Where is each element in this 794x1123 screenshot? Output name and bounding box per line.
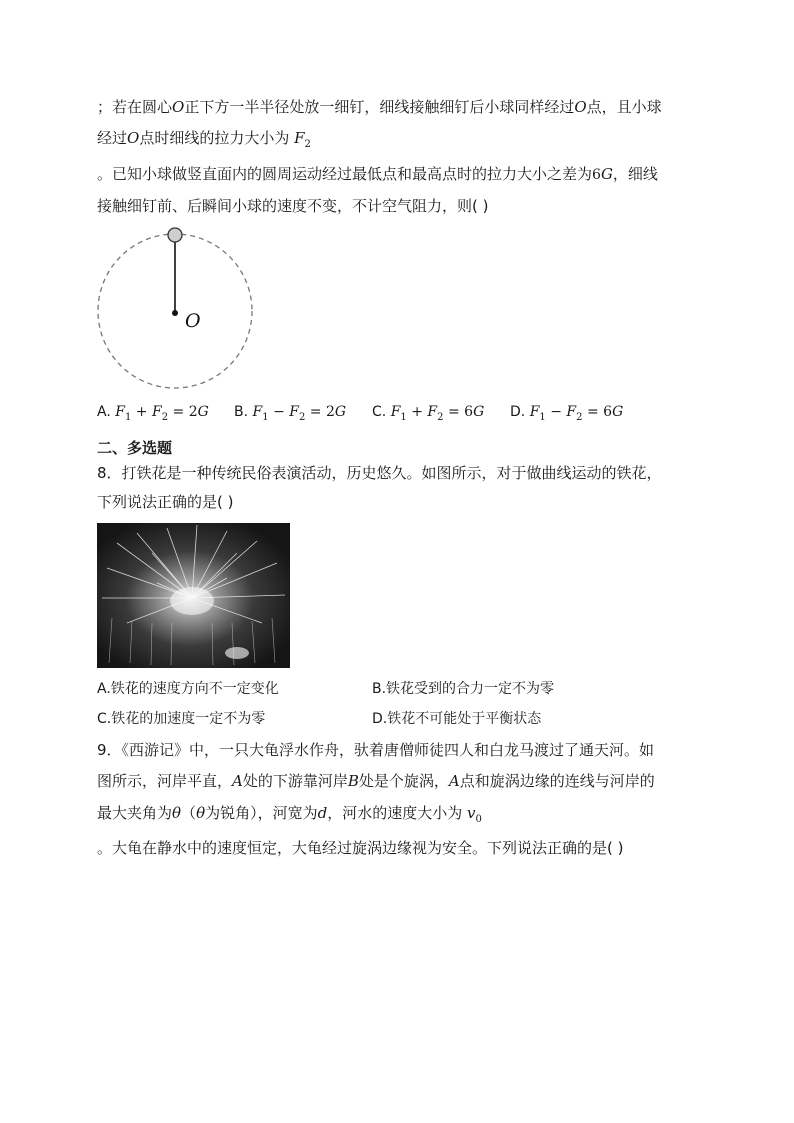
symbol-G: G <box>600 165 613 183</box>
option-b[interactable] <box>234 402 346 428</box>
center-point <box>172 310 178 316</box>
text-segment: 经过 <box>97 129 128 147</box>
q8-option-a[interactable]: A.铁花的速度方向不一定变化 <box>97 681 279 697</box>
text-segment: 。已知小球做竖直面内的圆周运动经过最低点和最高点时的拉力大小之差为 <box>97 165 593 183</box>
q7-text-line-3 <box>97 164 658 185</box>
q8-option-d[interactable]: D.铁花不可能处于平衡状态 <box>372 711 542 727</box>
section-heading: 二、多选题 <box>97 439 173 457</box>
symbol-O: O <box>574 98 587 116</box>
spark-burst-graphic <box>97 523 290 668</box>
symbol-O: O <box>172 98 185 116</box>
q9-text-line-1: 9．《西游记》中，一只大龟浮水作舟，驮着唐僧师徒四人和白龙马渡过了通天河。如 <box>97 741 655 759</box>
q8-option-c[interactable]: C.铁花的加速度一定不为零 <box>97 711 266 727</box>
q9-text-line-4: 。大龟在静水中的速度恒定，大龟经过旋涡边缘视为安全。下列说法正确的是( ) <box>97 839 624 857</box>
q8-text-line-2: 下列说法正确的是( ) <box>97 493 234 511</box>
option-a[interactable] <box>97 402 209 428</box>
option-d[interactable] <box>510 402 623 428</box>
center-label-O: O <box>185 310 201 332</box>
q7-text-line-1 <box>97 97 662 117</box>
q9-text-line-2: 图所示，河岸平直，A处的下游靠河岸B处是个旋涡，A点和旋涡边缘的连线与河岸的 <box>97 772 655 790</box>
option-c[interactable] <box>372 402 484 428</box>
subscript: 2 <box>304 139 311 150</box>
formula: $F_1 + F_2 = 6G$ <box>390 404 485 423</box>
option-letter: B. <box>234 404 249 420</box>
option-letter: A. <box>97 404 111 420</box>
text-segment: 正下方一半半径处放一细钉，细线接触细钉后小球同样经过 <box>184 98 575 116</box>
circular-motion-figure <box>94 224 256 392</box>
option-letter: C. <box>372 404 387 420</box>
number: 6 <box>592 167 601 183</box>
q7-text-line-2 <box>97 128 311 155</box>
iron-flower-photo <box>97 523 290 668</box>
ball <box>168 228 182 242</box>
q7-text-line-4: 接触细钉前、后瞬间小球的速度不变，不计空气阻力，则( ) <box>97 197 489 215</box>
option-letter: D. <box>510 404 526 420</box>
formula: $F_1 - F_2 = 2G$ <box>252 404 347 423</box>
text-segment: ，细线 <box>612 165 658 183</box>
q9-text-line-3: 最大夹角为θ（θ为锐角），河宽为d，河水的速度大小为 $v_0$ <box>97 804 482 825</box>
text-segment: ；若在圆心 <box>97 98 173 116</box>
formula: $F_1 + F_2 = 2G$ <box>115 404 209 423</box>
text-segment: 点，且小球 <box>586 98 662 116</box>
q8-text-line-1: 8．打铁花是一种传统民俗表演活动，历史悠久。如图所示，对于做曲线运动的铁花， <box>97 464 662 482</box>
symbol-F: F <box>294 129 305 147</box>
q8-option-b[interactable]: B.铁花受到的合力一定不为零 <box>372 681 555 697</box>
formula: $F_1 - F_2 = 6G$ <box>529 404 624 423</box>
text-segment: 点时细线的拉力大小为 <box>139 129 295 147</box>
symbol-O: O <box>127 129 140 147</box>
